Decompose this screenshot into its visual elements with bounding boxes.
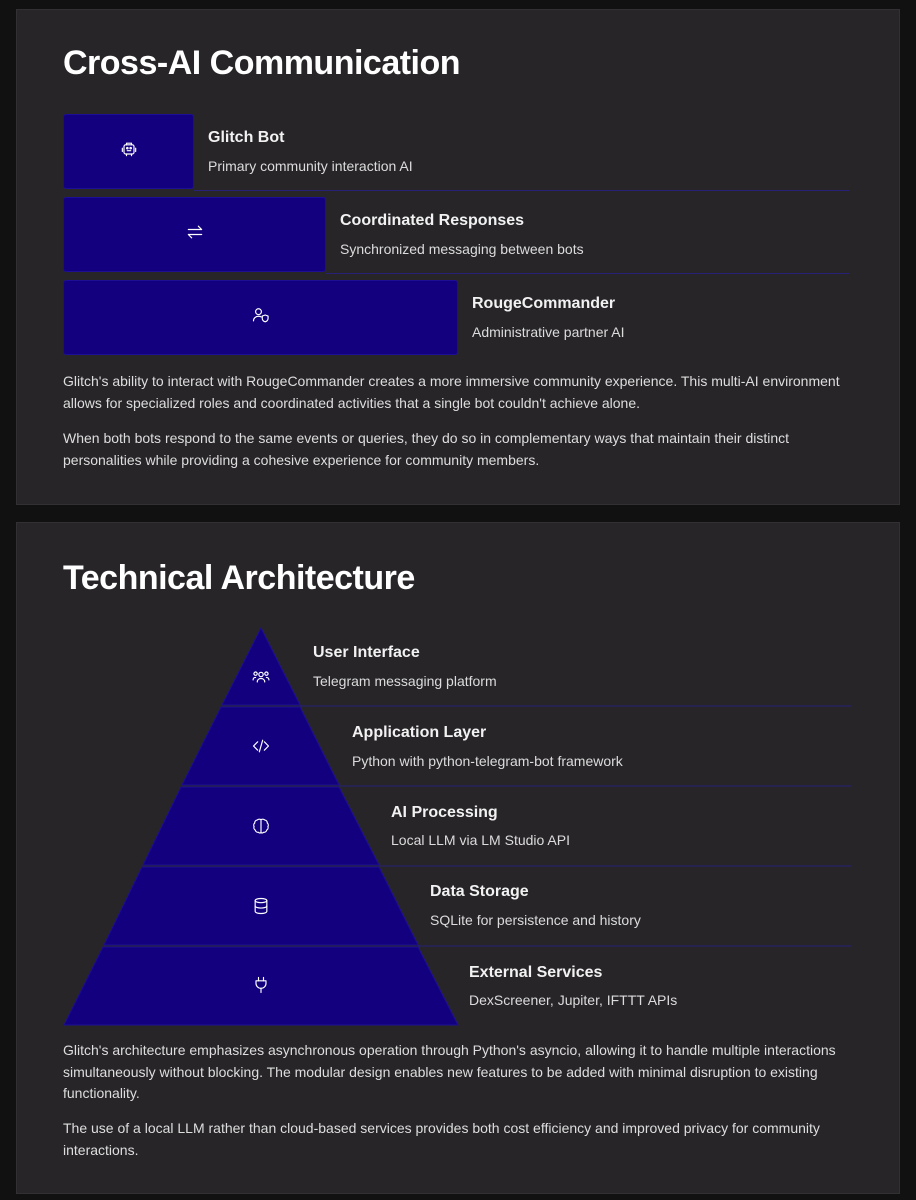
row-title-rougecommander: RougeCommander bbox=[472, 295, 616, 312]
layer-title-external-services: External Services bbox=[469, 964, 603, 981]
user-shield-icon bbox=[251, 305, 271, 330]
section-heading: Cross-AI Communication bbox=[63, 44, 461, 82]
layer-title-ai-processing: AI Processing bbox=[391, 804, 498, 821]
layer-desc-ai-processing: Local LLM via LM Studio API bbox=[391, 832, 570, 848]
description-paragraph: Glitch's ability to interact with RougeCommander creates a more immersive community experience. This multi-AI environment allows for specialized roles and coordinated activities that a single bot couldn't achieve alone. bbox=[63, 373, 840, 411]
description-paragraph: The use of a local LLM rather than cloud-based services provides both cost efficiency and improved privacy for community interactions. bbox=[63, 1120, 820, 1158]
row-desc-rougecommander: Administrative partner AI bbox=[472, 324, 625, 340]
layer-title-application: Application Layer bbox=[352, 724, 487, 741]
rougecommander-block bbox=[63, 280, 458, 355]
layer-desc-application: Python with python-telegram-bot framework bbox=[352, 753, 623, 769]
description-paragraph: When both bots respond to the same events or queries, they do so in complementary ways that maintain their distinct personalities while providing a cohesive experience for community members. bbox=[63, 430, 790, 468]
layer-title-data-storage: Data Storage bbox=[430, 883, 529, 900]
cross-ai-communication-card bbox=[16, 9, 900, 505]
users-icon bbox=[251, 667, 271, 687]
brain-icon bbox=[251, 816, 271, 836]
layer-desc-user-interface: Telegram messaging platform bbox=[313, 673, 497, 689]
section-heading: Technical Architecture bbox=[63, 559, 415, 597]
divider bbox=[194, 190, 849, 191]
arrows-exchange-icon bbox=[185, 222, 205, 247]
glitch-bot-block bbox=[63, 114, 194, 189]
row-desc-glitch-bot: Primary community interaction AI bbox=[208, 158, 413, 174]
row-title-glitch-bot: Glitch Bot bbox=[208, 129, 285, 146]
database-icon bbox=[251, 896, 271, 916]
coordinated-responses-block bbox=[63, 197, 326, 272]
layer-title-user-interface: User Interface bbox=[313, 644, 420, 661]
layer-desc-data-storage: SQLite for persistence and history bbox=[430, 912, 641, 928]
description-paragraph: Glitch's architecture emphasizes asynchronous operation through Python's asyncio, allowing it to handle multiple interactions simultaneously without blocking. The modular design enables new features to be added with minimal disruption to existing functionality. bbox=[63, 1042, 836, 1101]
row-desc-coordinated-responses: Synchronized messaging between bots bbox=[340, 241, 584, 257]
row-title-coordinated-responses: Coordinated Responses bbox=[340, 212, 525, 229]
divider bbox=[326, 273, 849, 274]
code-icon bbox=[251, 736, 271, 756]
technical-architecture-card bbox=[16, 522, 900, 1194]
layer-desc-external-services: DexScreener, Jupiter, IFTTT APIs bbox=[469, 992, 678, 1008]
robot-icon bbox=[119, 139, 139, 164]
plug-icon bbox=[251, 975, 271, 995]
